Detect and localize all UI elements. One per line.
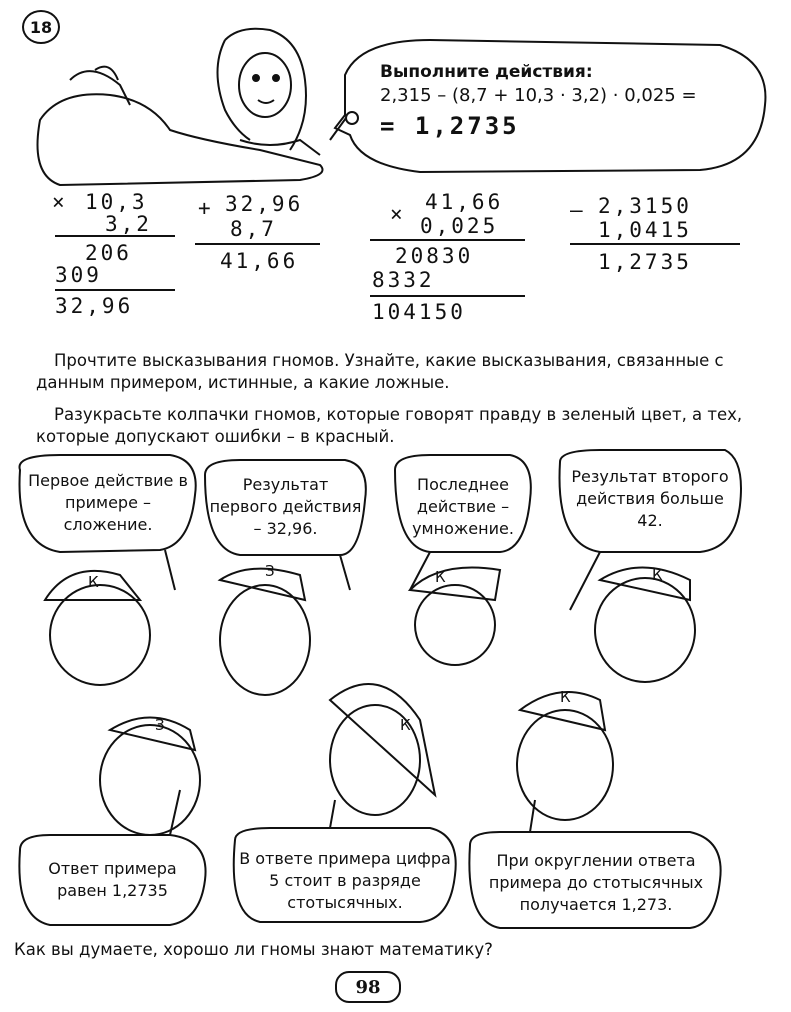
calc3-row4: 8332 [372,268,435,292]
calc1-row5: 32,96 [55,294,134,318]
calc4-row2: 1,0415 [598,218,692,242]
exercise-number-badge: 18 [22,10,60,44]
calc3-op: × [390,202,406,226]
girl-illustration [38,29,359,185]
calc3-row3: 20830 [395,244,474,268]
calc2-row3: 41,66 [220,249,299,273]
hat-mark-7: К [560,688,571,706]
calc1-op: × [52,190,68,214]
calc4-row1: 2,3150 [598,194,692,218]
hat-mark-5: З [155,716,165,734]
hat-mark-6: К [400,716,411,734]
calc3-row2: 0,025 [420,214,499,238]
task-answer: = 1,2735 [380,112,520,140]
hat-mark-2: З [265,562,275,580]
calc1-row4: 309 [55,263,102,287]
closing-question: Как вы думаете, хорошо ли гномы знают математику? [14,940,493,959]
bubble-4-text: Результат второго действия больше 42. [571,467,729,530]
hat-mark-3: К [435,568,446,586]
instruction-paragraph-1: Прочтите высказывания гномов. Узнайте, какие высказывания, связанные с данным примером, истинные, а какие ложные. [36,351,724,392]
calc3-row1: 41,66 [425,190,504,214]
gnome-heads [45,568,695,836]
task-title: Выполните действия: [380,62,593,82]
task-expression: 2,315 – (8,7 + 10,3 · 3,2) · 0,025 = [380,85,697,106]
calc2-row2: 8,7 [230,217,277,241]
calc3-row5: 104150 [372,300,466,324]
calc4-op: – [570,198,586,222]
task-text [380,60,697,138]
bubble-6-text: В ответе примера цифра 5 стоит в разряде стотысячных. [239,849,451,912]
instruction-paragraph-2: Разукрасьте колпачки гномов, которые говорят правду в зеленый цвет, а тех, которые допускают ошибки – в красный. [36,405,743,446]
calc4-row3: 1,2735 [598,250,692,274]
calc1-row3: 206 [85,241,132,265]
hat-mark-4: К [652,566,663,584]
calc2-row1: 32,96 [225,192,304,216]
bubble-3-text: Последнее действие – умножение. [412,475,514,538]
calc1-row1: 10,3 [85,190,148,214]
calc2-op: + [198,196,214,220]
calc1-row2: 3,2 [105,212,152,236]
bubble-7-text: При округлении ответа примера до стотысячных получается 1,273. [488,851,704,914]
bubble-1-text: Первое действие в примере – сложение. [28,471,188,534]
hat-mark-1: К [88,573,99,591]
bubble-2-text: Результат первого действия – 32,96. [209,475,362,538]
page-number: 98 [335,971,401,1003]
bubble-5-text: Ответ примера равен 1,2735 [48,859,177,900]
